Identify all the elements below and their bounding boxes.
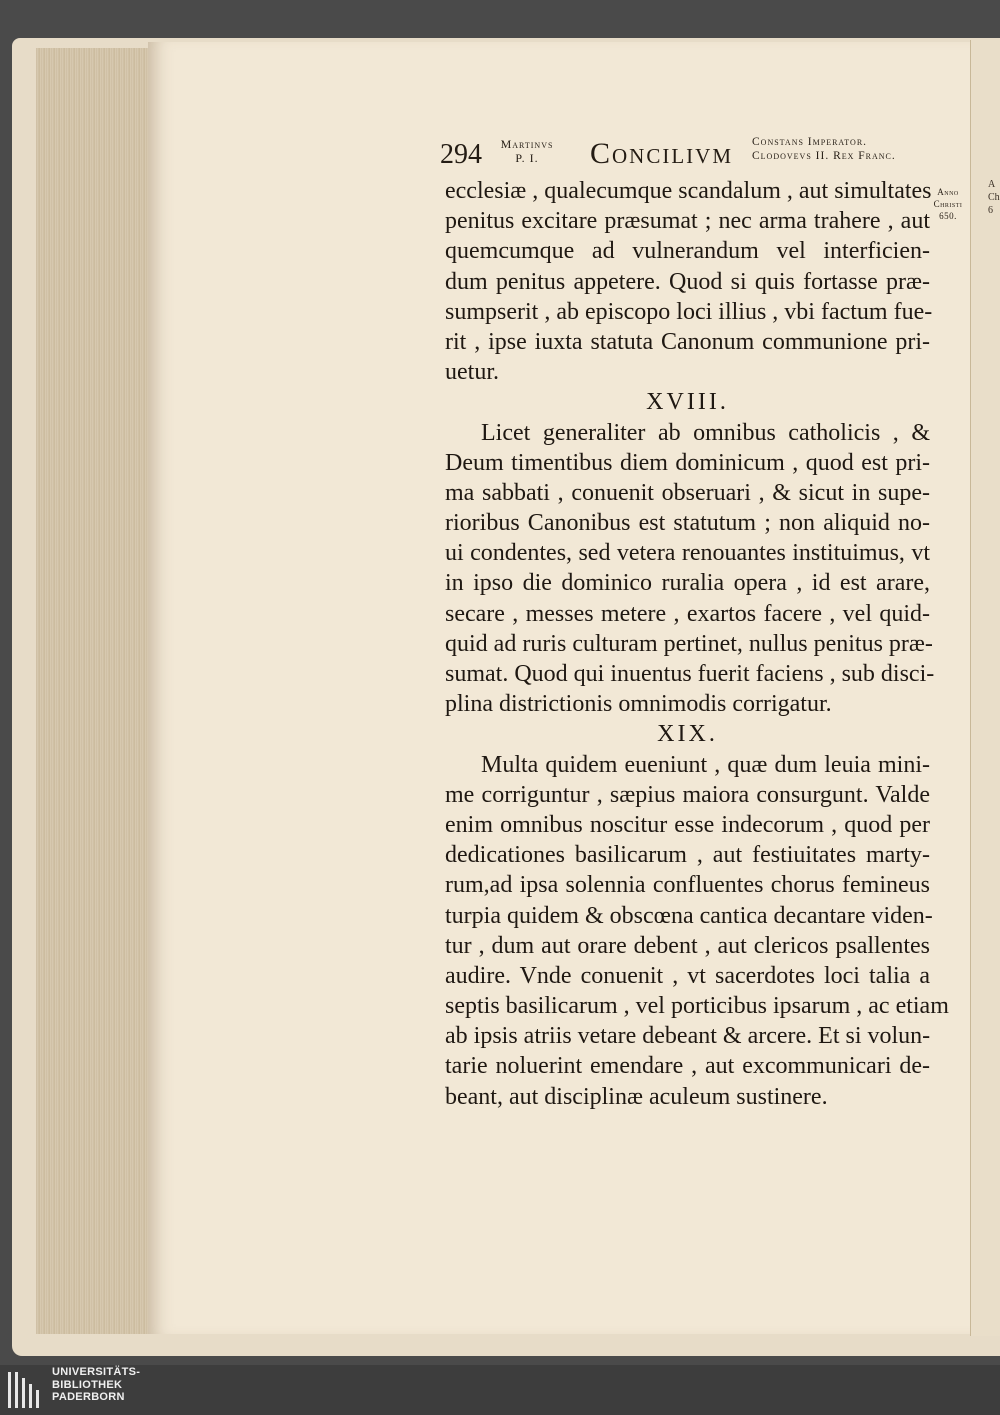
text-line: rit , ipse iuxta statuta Canonum communione pri-	[445, 328, 930, 355]
text-line: Multa quidem eueniunt , quæ dum leuia mini-	[481, 751, 930, 778]
text-line: septis basilicarum , vel porticibus ipsarum , ac etiam	[445, 993, 949, 1020]
text-line: turpia quidem & obscœna cantica decantare viden-	[445, 902, 933, 929]
text-line: tarie noluerint emendare , aut excommunicari de-	[445, 1053, 930, 1080]
text-line: plina districtionis omnimodis corrigatur.	[445, 691, 832, 718]
text-line: sumat. Quod qui inuentus fuerit faciens , sub disci-	[445, 661, 935, 687]
text-line: Deum timentibus diem dominicum , quod est pri-	[445, 449, 930, 476]
text-line: ma sabbati , conuenit obseruari , & sicut in supe-	[445, 479, 930, 506]
text-line: dedicationes basilicarum , aut festiuitates marty-	[445, 842, 930, 869]
text-line: quid ad ruris culturam pertinet, nullus penitus præ-	[445, 630, 933, 657]
text-line: uetur.	[445, 359, 499, 386]
text-line: sumpserit , ab episcopo loci illius , vbi factum fue-	[445, 298, 933, 325]
text-line: Licet generaliter ab omnibus catholicis , &	[481, 419, 930, 446]
text-line: dum penitus appetere. Quod si quis fortasse præ-	[445, 268, 930, 295]
running-head-left: Martinvs P. I.	[500, 137, 554, 165]
text-line: me corriguntur , sæpius maiora consurgunt. Valde	[445, 781, 930, 808]
text-line: ab ipsis atriis vetare debeant & arcere. Et si volun-	[445, 1023, 931, 1050]
footer-bar	[0, 1365, 1000, 1415]
page-number: 294	[440, 139, 482, 170]
text-line: enim omnibus noscitur esse indecorum , quod per	[445, 811, 930, 838]
running-header	[440, 135, 930, 175]
paragraph-3	[445, 750, 949, 1112]
text-line: in ipso die dominico ruralia opera , id est arare,	[445, 570, 930, 597]
running-head-right: Constans Imperator. Clodovevs II. Rex Franc.	[752, 136, 896, 162]
paragraph-1	[445, 176, 933, 387]
text-line: audire. Vnde conuenit , vt sacerdotes loci talia a	[445, 962, 930, 989]
margin-note-year: Anno Christi 650.	[933, 187, 963, 221]
text-line: beant, aut disciplinæ aculeum sustinere.	[445, 1083, 828, 1110]
section-heading-xix: XIX.	[657, 721, 718, 748]
text-line: ecclesiæ , qualecumque scandalum , aut simultates	[445, 178, 932, 204]
paragraph-2	[445, 418, 935, 720]
section-heading-xviii: XVIII.	[646, 389, 729, 416]
text-line: rioribus Canonibus est statutum ; non aliquid no-	[445, 510, 930, 537]
page-edges	[36, 48, 150, 1334]
text-line: ui condentes, sed vetera renouantes instituimus, vt	[445, 540, 930, 567]
library-logo-icon	[6, 1368, 46, 1412]
text-line: secare , messes metere , exartos facere , vel quid-	[445, 600, 930, 627]
running-title: Concilivm	[590, 137, 733, 170]
facing-page-fragment: A Ch 6	[988, 179, 1000, 216]
text-line: quemcumque ad vulnerandum vel interficien-	[445, 238, 930, 265]
text-line: rum,ad ipsa solennia confluentes chorus femineus	[445, 872, 930, 899]
text-line: tur , dum aut orare debent , aut clericos psallentes	[445, 932, 930, 959]
text-line: penitus excitare præsumat ; nec arma trahere , aut	[445, 208, 930, 235]
library-name: UNIVERSITÄTS- BIBLIOTHEK PADERBORN	[52, 1366, 141, 1403]
facing-page-edge	[970, 40, 1000, 1336]
